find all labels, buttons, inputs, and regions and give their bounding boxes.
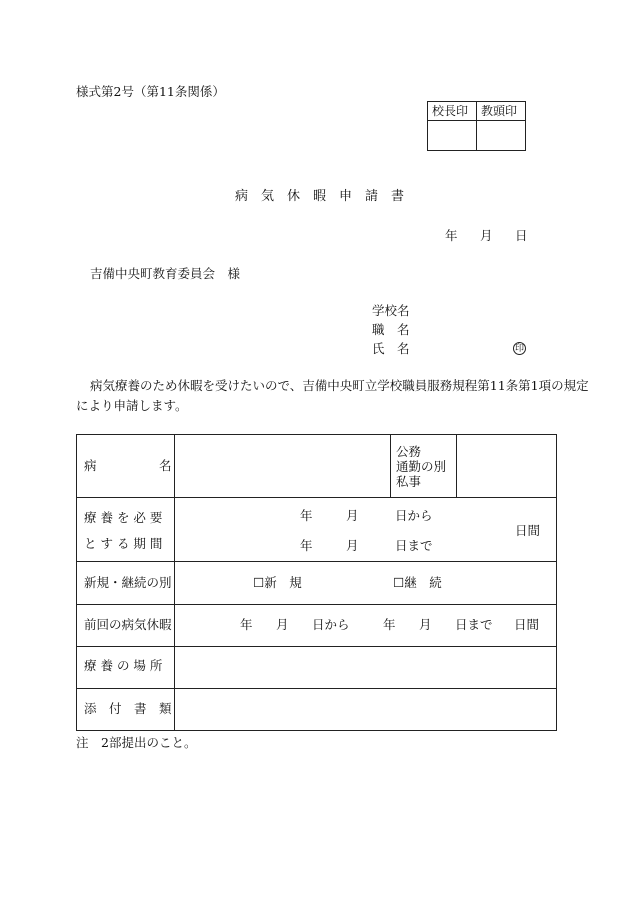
name-label: 氏 名 [372,341,410,356]
treatment-period-label-1: 療 養 を 必 要 [84,510,163,525]
attachments-label: 添 付 書 類 [84,701,172,716]
addressee: 吉備中央町教育委員会 様 [90,266,241,281]
school-name-label: 学校名 [372,303,410,318]
previous-from-day: 日から [312,617,350,632]
period-from-year: 年 [300,508,313,523]
period-to-month: 月 [346,538,359,553]
principal-seal-field[interactable] [428,121,475,150]
previous-from-month: 月 [276,617,289,632]
vice-principal-seal-label: 教頭印 [481,104,518,118]
disease-name-field[interactable] [176,436,388,496]
category-option-commute: 通勤の別 [396,459,447,474]
previous-to-year: 年 [383,617,396,632]
treatment-place-field[interactable] [176,648,555,687]
previous-to-day: 日まで [455,617,493,632]
new-continued-label: 新規・継続の別 [84,575,172,590]
disease-name-label: 病 名 [84,458,172,473]
period-from-day: 日から [395,508,433,523]
seal-mark: 印 [514,344,524,354]
previous-from-year: 年 [240,617,253,632]
date-day-label: 日 [515,228,528,243]
date-year-label: 年 [445,228,458,243]
vice-principal-seal-field[interactable] [477,121,525,150]
previous-leave-label: 前回の病気休暇 [84,617,172,632]
attachments-field[interactable] [176,690,555,729]
position-label: 職 名 [372,322,410,337]
document-title: 病 気 休 暇 申 請 書 [235,189,405,204]
period-to-year: 年 [300,538,313,553]
continued-checkbox[interactable]: ☐継 続 [393,575,442,590]
new-checkbox[interactable]: ☐新 規 [253,575,302,590]
category-option-official: 公務 [396,444,422,459]
period-days: 日間 [515,523,541,538]
previous-to-month: 月 [419,617,432,632]
footnote: 注 2部提出のこと。 [76,735,197,750]
body-text-line-1: 病気療養のため休暇を受けたいので、吉備中央町立学校職員服務規程第11条第1項の規定 [90,378,589,393]
period-to-day: 日まで [395,538,433,553]
date-month-label: 月 [480,228,493,243]
previous-days: 日間 [514,617,540,632]
treatment-period-label-2: と す る 期 間 [84,536,163,551]
principal-seal-label: 校長印 [432,104,469,118]
category-field[interactable] [458,436,555,496]
body-text-line-2: により申請します。 [76,398,188,413]
period-from-month: 月 [346,508,359,523]
category-option-private: 私事 [396,474,422,489]
form-number: 様式第2号（第11条関係） [76,84,225,99]
treatment-place-label: 療 養 の 場 所 [84,658,163,673]
